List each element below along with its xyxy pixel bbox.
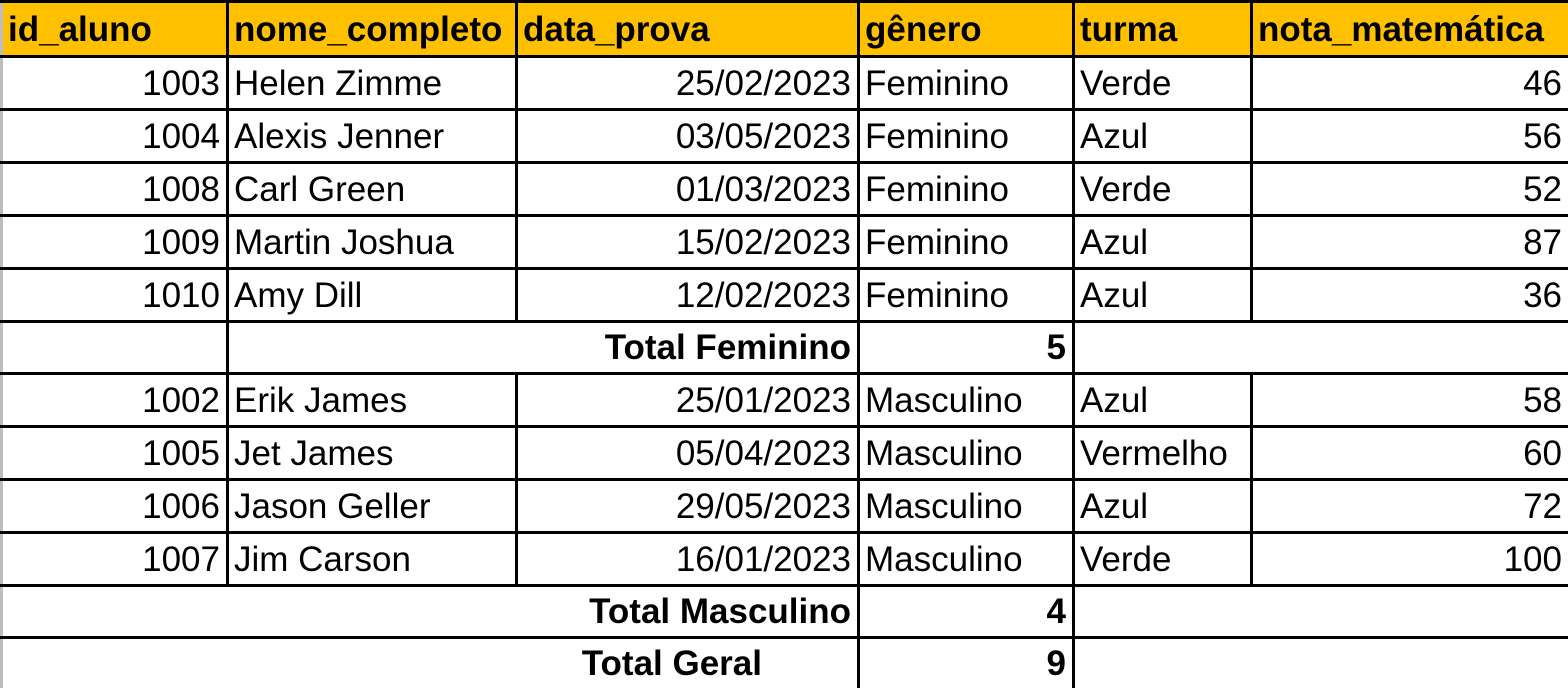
cell-genero[interactable]: Masculino bbox=[859, 480, 1074, 533]
cell-data-prova[interactable]: 25/02/2023 bbox=[517, 57, 859, 110]
cell-genero[interactable]: Feminino bbox=[859, 163, 1074, 216]
cell-genero[interactable]: Feminino bbox=[859, 269, 1074, 322]
header-cell-turma[interactable]: turma bbox=[1074, 2, 1252, 57]
cell-nome-completo[interactable]: Amy Dill bbox=[228, 269, 517, 322]
cell-turma[interactable]: Vermelho bbox=[1074, 427, 1252, 480]
cell-nota-matematica[interactable]: 46 bbox=[1252, 57, 1568, 110]
empty-cell[interactable] bbox=[1074, 586, 1568, 638]
cell-data-prova[interactable]: 05/04/2023 bbox=[517, 427, 859, 480]
table-row bbox=[2, 57, 1568, 110]
header-cell-data-prova[interactable]: data_prova bbox=[517, 2, 859, 57]
cell-id-aluno[interactable]: 1006 bbox=[2, 480, 228, 533]
table-row bbox=[2, 216, 1568, 269]
cell-nota-matematica[interactable]: 56 bbox=[1252, 110, 1568, 163]
cell-turma[interactable]: Azul bbox=[1074, 374, 1252, 427]
total-geral-label[interactable]: Total Geral bbox=[2, 638, 859, 688]
cell-turma[interactable]: Verde bbox=[1074, 57, 1252, 110]
cell-data-prova[interactable]: 16/01/2023 bbox=[517, 533, 859, 586]
cell-nota-matematica[interactable]: 72 bbox=[1252, 480, 1568, 533]
table-row bbox=[2, 533, 1568, 586]
table-row bbox=[2, 427, 1568, 480]
cell-nome-completo[interactable]: Erik James bbox=[228, 374, 517, 427]
table-row bbox=[2, 374, 1568, 427]
cell-data-prova[interactable]: 01/03/2023 bbox=[517, 163, 859, 216]
header-row bbox=[2, 2, 1568, 57]
cell-genero[interactable]: Masculino bbox=[859, 533, 1074, 586]
cell-nota-matematica[interactable]: 58 bbox=[1252, 374, 1568, 427]
cell-nota-matematica[interactable]: 36 bbox=[1252, 269, 1568, 322]
total-geral-row bbox=[2, 638, 1568, 688]
cell-turma[interactable]: Azul bbox=[1074, 216, 1252, 269]
cell-nome-completo[interactable]: Jason Geller bbox=[228, 480, 517, 533]
cell-id-aluno[interactable]: 1010 bbox=[2, 269, 228, 322]
cell-id-aluno[interactable]: 1003 bbox=[2, 57, 228, 110]
cell-id-aluno[interactable]: 1009 bbox=[2, 216, 228, 269]
cell-genero[interactable]: Feminino bbox=[859, 216, 1074, 269]
total-feminino-row bbox=[2, 322, 1568, 374]
total-masculino-row bbox=[2, 586, 1568, 638]
empty-cell[interactable] bbox=[2, 322, 228, 374]
table-row bbox=[2, 163, 1568, 216]
cell-genero[interactable]: Masculino bbox=[859, 374, 1074, 427]
empty-cell[interactable] bbox=[1074, 322, 1568, 374]
cell-data-prova[interactable]: 29/05/2023 bbox=[517, 480, 859, 533]
cell-data-prova[interactable]: 12/02/2023 bbox=[517, 269, 859, 322]
total-masculino-label[interactable]: Total Masculino bbox=[2, 586, 859, 638]
cell-data-prova[interactable]: 03/05/2023 bbox=[517, 110, 859, 163]
cell-nota-matematica[interactable]: 100 bbox=[1252, 533, 1568, 586]
cell-nota-matematica[interactable]: 87 bbox=[1252, 216, 1568, 269]
cell-nome-completo[interactable]: Jet James bbox=[228, 427, 517, 480]
cell-id-aluno[interactable]: 1008 bbox=[2, 163, 228, 216]
cell-nome-completo[interactable]: Martin Joshua bbox=[228, 216, 517, 269]
cell-id-aluno[interactable]: 1007 bbox=[2, 533, 228, 586]
header-cell-nota-matematica[interactable]: nota_matemática bbox=[1252, 2, 1568, 57]
empty-cell[interactable] bbox=[1074, 638, 1568, 688]
header-cell-nome-completo[interactable]: nome_completo bbox=[228, 2, 517, 57]
table-row bbox=[2, 110, 1568, 163]
cell-nome-completo[interactable]: Alexis Jenner bbox=[228, 110, 517, 163]
cell-nome-completo[interactable]: Helen Zimme bbox=[228, 57, 517, 110]
cell-nota-matematica[interactable]: 60 bbox=[1252, 427, 1568, 480]
cell-nota-matematica[interactable]: 52 bbox=[1252, 163, 1568, 216]
total-masculino-value[interactable]: 4 bbox=[859, 586, 1074, 638]
cell-turma[interactable]: Verde bbox=[1074, 533, 1252, 586]
cell-genero[interactable]: Feminino bbox=[859, 110, 1074, 163]
cell-genero[interactable]: Masculino bbox=[859, 427, 1074, 480]
table-row bbox=[2, 269, 1568, 322]
cell-id-aluno[interactable]: 1002 bbox=[2, 374, 228, 427]
total-geral-value[interactable]: 9 bbox=[859, 638, 1074, 688]
total-feminino-value[interactable]: 5 bbox=[859, 322, 1074, 374]
cell-id-aluno[interactable]: 1004 bbox=[2, 110, 228, 163]
cell-data-prova[interactable]: 25/01/2023 bbox=[517, 374, 859, 427]
cell-turma[interactable]: Azul bbox=[1074, 110, 1252, 163]
header-cell-id-aluno[interactable]: id_aluno bbox=[2, 2, 228, 57]
cell-turma[interactable]: Azul bbox=[1074, 480, 1252, 533]
cell-id-aluno[interactable]: 1005 bbox=[2, 427, 228, 480]
cell-data-prova[interactable]: 15/02/2023 bbox=[517, 216, 859, 269]
table-row bbox=[2, 480, 1568, 533]
header-cell-genero[interactable]: gênero bbox=[859, 2, 1074, 57]
cell-genero[interactable]: Feminino bbox=[859, 57, 1074, 110]
total-feminino-label[interactable]: Total Feminino bbox=[228, 322, 859, 374]
cell-turma[interactable]: Azul bbox=[1074, 269, 1252, 322]
cell-nome-completo[interactable]: Jim Carson bbox=[228, 533, 517, 586]
cell-turma[interactable]: Verde bbox=[1074, 163, 1252, 216]
cell-nome-completo[interactable]: Carl Green bbox=[228, 163, 517, 216]
